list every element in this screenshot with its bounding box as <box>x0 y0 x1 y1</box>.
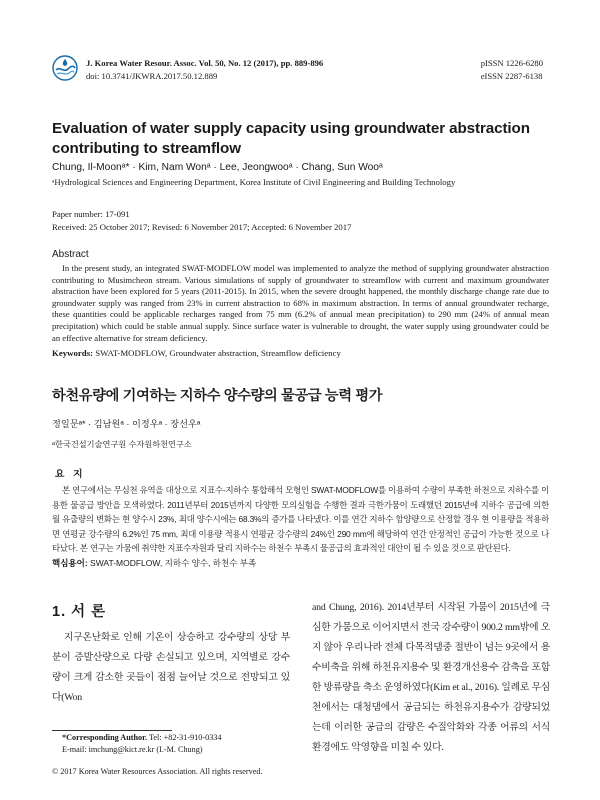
corresponding-author-footnote <box>62 732 221 756</box>
korean-keywords-value: SWAT-MODFLOW, 지하수 양수, 하천수 부족 <box>87 558 257 568</box>
doi[interactable]: doi: 10.3741/JKWRA.2017.50.12.889 <box>86 71 218 81</box>
footnote-tel: Tel: +82-31-910-0334 <box>147 733 222 742</box>
korean-abstract-text: 본 연구에서는 무심천 유역을 대상으로 지표수-지하수 통합해석 모형인 SWAT-MODFLOW를 이용하여 수량이 부족한 하천으로 지하수를 이용한 물공급 방안을 모색하였다. 2011년부터 2015년까지 다양한 모의실험을 수행한 결과 극한가뭄이 도래했던 2015년에 지하수 공급에 의한 월 유출량의 변화는 현 양수시 23%, 최대 양수시에는 68.3%의 증가를 나타냈다. 이를 연간 지하수 함양량으로 산정할 경우 현 이용량을 적용하면 연평균 강수량의 6.2%인 75 mm, 최대 이용량 적용시 연평균 강수량의 24%인 290 mm에 해당하여 연간 안정적인 공급이 가능한 것으로 나타났다. 본 연구는 가뭄에 취약한 지표수자원과 달리 지하수는 하천수 부족시 물공급의 효과적인 대안이 될 수 있을 것으로 판단된다. <box>52 485 549 553</box>
pissn: pISSN 1226-6280 <box>480 58 543 68</box>
abstract-heading: Abstract <box>52 249 89 260</box>
body-column-right: and Chung, 2016). 2014년부터 시작된 가뭄이 2015년에 극심한 가뭄으로 이어지면서 전국 강수량이 900.2 mm밖에 오지 않아 우리나라 전체 다목적댐중 절반이 넘는 9곳에서 용수비축을 위해 하천유지용수 및 환경개선용수 감축을 포함한 방류량을 축소 운영하였다(Kim et al., 2016). 일례로 무심천에서는 대청댐에서 공급되는 하천유지용수가 감량되었는데 이러한 공급의 감량은 수질악화와 각종 어류의 서식환경에도 악영향을 미칠 수 있다. <box>312 602 550 753</box>
keywords <box>52 348 341 358</box>
korean-affiliation: ᵃ한국건설기술연구원 수자원하천연구소 <box>52 440 192 449</box>
copyright: © 2017 Korea Water Resources Association. All rights reserved. <box>52 767 263 776</box>
affiliation: ᵃHydrological Sciences and Engineering Department, Korea Institute of Civil Engineering and Building Technology <box>52 177 456 187</box>
paper-info <box>52 208 351 233</box>
footnote-label: *Corresponding Author. <box>62 733 148 742</box>
korean-author-list: 정일문ᵃ* · 김남원ᵃ · 이정우ᵃ · 장선우ᵃ <box>52 419 201 429</box>
author-list: Chung, Il-Moonᵃ* · Kim, Nam Wonᵃ · Lee, Jeongwooᵃ · Chang, Sun Wooᵃ <box>52 162 383 173</box>
footnote-email[interactable]: E-mail: imchung@kict.re.kr (I.-M. Chung) <box>62 745 203 754</box>
korean-keywords <box>52 557 256 569</box>
keywords-value: SWAT-MODFLOW, Groundwater abstraction, Streamflow deficiency <box>93 348 341 358</box>
paper-title: Evaluation of water supply capacity using groundwater abstraction contributing to streamflow <box>52 120 530 157</box>
journal-logo-icon <box>52 55 78 81</box>
journal-header <box>86 57 323 83</box>
body-column-left: 지구온난화로 인해 기온이 상승하고 강수량의 상당 부분이 증발산량으로 다량 손실되고 있으며, 지역별로 강수량이 크게 감소한 곳들이 점점 늘어날 것으로 전망되고 있다(Won <box>52 632 290 703</box>
paper-number: Paper number: 17-091 <box>52 209 130 219</box>
keywords-label: Keywords: <box>52 348 94 358</box>
korean-title: 하천유량에 기여하는 지하수 양수량의 물공급 능력 평가 <box>52 388 383 404</box>
section-1-heading: 1. 서 론 <box>52 604 107 620</box>
korean-keywords-label: 핵심용어: <box>52 558 88 568</box>
issn-block <box>481 57 543 83</box>
footnote-rule <box>52 730 172 731</box>
abstract-text: In the present study, an integrated SWAT-MODFLOW model was implemented to analyze the method of supplying groundwater abstraction contributing to Musimcheon stream. Various simulations of supply of groundwater to streamflow with current and maximum groundwater abstraction have been explored for 5 years (2011-2015). In 2015, when the severe drought happened, the monthly discharge change rate due to groundwater supply was ranged from 23% in current abstraction to 68% in maximum abstraction. In terms of annual groundwater recharge, these quantities could be applicable recharges ranged from 75 mm (6.2% of annual mean precipitation) to 290 mm (24% of annual mean precipitation) which could be stable annual supply. Since surface water is vulnerable to drought, the water supply using groundwater could be an effective alternative for stream deficiency. <box>52 263 549 343</box>
korean-abstract-heading: 요 지 <box>55 469 86 480</box>
eissn: eISSN 2287-6138 <box>480 71 543 81</box>
paper-dates: Received: 25 October 2017; Revised: 6 November 2017; Accepted: 6 November 2017 <box>52 221 352 232</box>
journal-citation: J. Korea Water Resour. Assoc. Vol. 50, No. 12 (2017), pp. 889-896 <box>86 58 324 68</box>
